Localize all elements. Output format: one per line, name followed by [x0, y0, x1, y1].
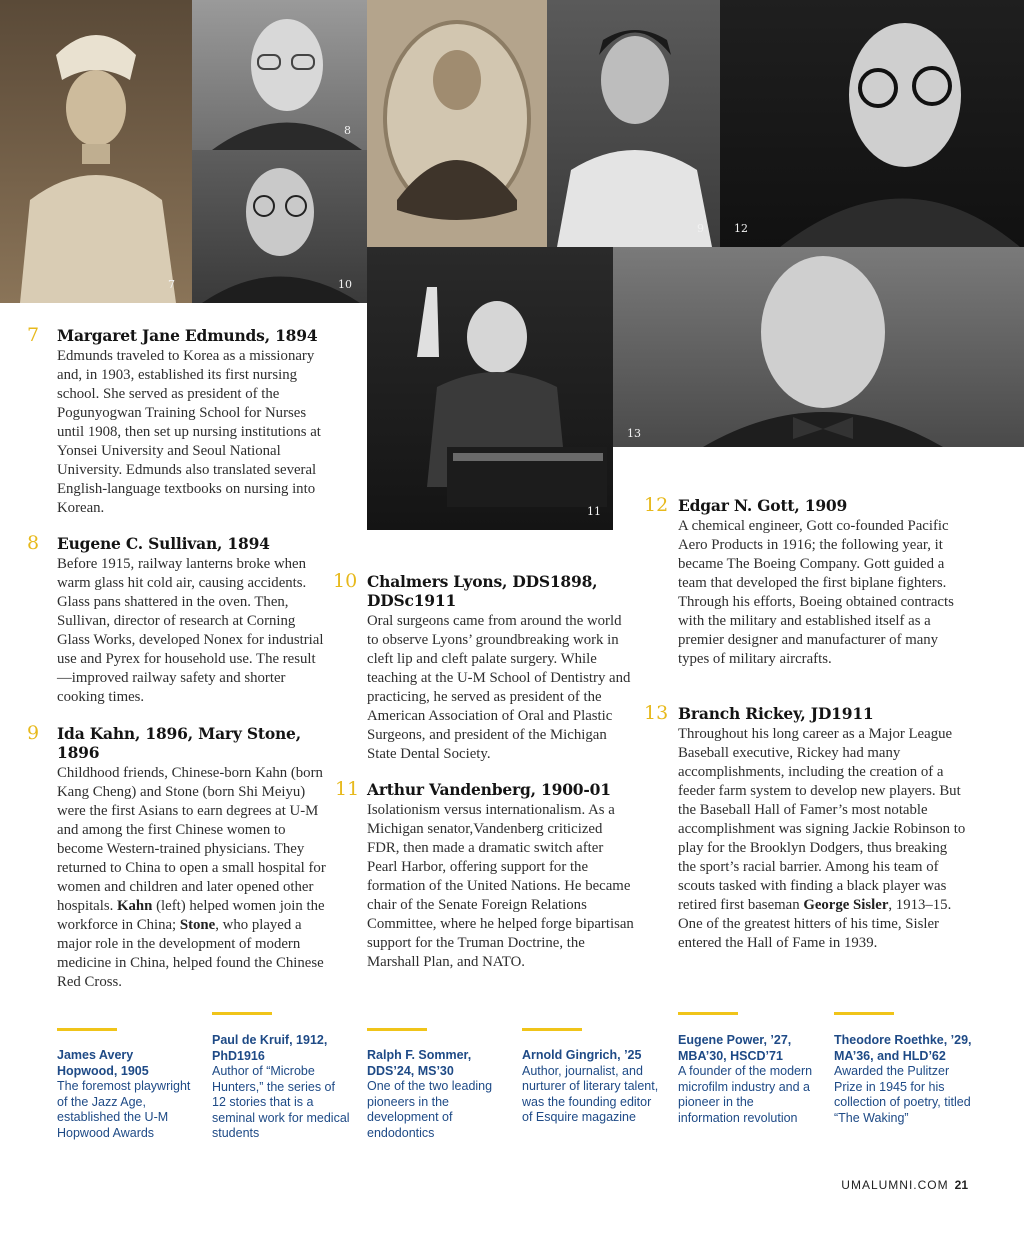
photo-number: 13: [627, 427, 641, 440]
accent-bar: [367, 1028, 427, 1031]
photo-number: 8: [344, 124, 351, 137]
entry-title: Ida Kahn, 1896, Mary Stone, 1896: [57, 724, 301, 762]
photo-number: 10: [338, 278, 352, 291]
site-url[interactable]: UMALUMNI.COM: [841, 1178, 949, 1192]
accent-bar: [834, 1012, 894, 1015]
footer-item-gingrich: [522, 1048, 662, 1126]
page-footer: [841, 1178, 968, 1192]
entry-title: Arthur Vandenberg, 1900-01: [367, 780, 611, 799]
entry-number: 12: [644, 494, 669, 516]
entry-margaret-edmunds: [27, 324, 327, 518]
footer-item-name: Paul de Kruif, 1912, PhD1916: [212, 1033, 328, 1063]
footer-item-desc: Author, journalist, and nurturer of literary talent, was the founding editor of Esquire magazine: [522, 1063, 659, 1124]
footer-item-name: Theodore Roethke, ’29, MA’36, and HLD’62: [834, 1033, 972, 1063]
nurse-portrait: [0, 0, 192, 303]
entry-arthur-vandenberg: [335, 778, 637, 972]
accent-bar: [57, 1028, 117, 1031]
footer-item-desc: A founder of the modern microfilm industry and a pioneer in the information revolution: [678, 1064, 813, 1125]
photo-margaret-edmunds: [0, 0, 192, 303]
entry-chalmers-lyons: [333, 570, 635, 764]
entry-ida-kahn-mary-stone: [27, 722, 329, 992]
footer-item-roethke: [834, 1033, 974, 1126]
bold-name: Stone: [179, 917, 216, 933]
footer-item-name: Eugene Power, ’27, MBA’30, HSCD’71: [678, 1033, 792, 1063]
photo-number: 9: [697, 222, 704, 235]
body-text: , who played a major role in the development of modern medicine in China, helped found the Chinese Red Cross.: [57, 917, 324, 990]
stone-portrait: [547, 0, 720, 247]
accent-bar: [678, 1012, 738, 1015]
footer-item-name: Ralph F. Sommer, DDS’24, MS’30: [367, 1048, 472, 1078]
entry-number: 9: [27, 722, 40, 744]
entry-branch-rickey: [644, 702, 968, 953]
photo-edgar-gott: [720, 0, 1024, 247]
kahn-portrait: [367, 0, 547, 247]
footer-item-de-kruif: [212, 1033, 352, 1142]
entry-title: Margaret Jane Edmunds, 1894: [57, 326, 318, 345]
footer-item-name: Arnold Gingrich, ’25: [522, 1048, 642, 1062]
footer-item-desc: The foremost playwright of the Jazz Age, established the U-M Hopwood Awards: [57, 1079, 191, 1140]
entry-title: Edgar N. Gott, 1909: [678, 496, 848, 515]
entry-body: Isolationism versus internationalism. As a Michigan senator,Vandenberg criticized FDR, then made a dramatic switch after Pearl Harbor, offering support for the formation of the United Nations. He became chair of the Senate Foreign Relations Committee, where he helped forge bipartisan support for the Truman Doctrine, the Marshall Plan, and NATO.: [367, 802, 634, 970]
entry-number: 10: [333, 570, 358, 592]
entry-number: 13: [644, 702, 669, 724]
entry-number: 8: [27, 532, 40, 554]
entry-body: Before 1915, railway lanterns broke when warm glass hit cold air, causing accidents. Glass pans shattered in the oven. Then, Sullivan, director of research at Corning Glass Works, developed Nonex for industrial use and Pyrex for household use. The result—improved railway safety and shorter cooking times.: [57, 556, 324, 705]
entry-number: 7: [27, 324, 40, 346]
photo-eugene-sullivan: [192, 0, 367, 150]
page-number: 21: [954, 1178, 968, 1192]
footer-item-desc: Author of “Microbe Hunters,” the series of 12 stories that is a seminal work for medical students: [212, 1064, 350, 1140]
vandenberg-photo: [367, 247, 613, 530]
photo-number: 11: [587, 505, 601, 518]
entry-number: 11: [335, 778, 360, 800]
footer-item-name: James Avery Hopwood, 1905: [57, 1048, 149, 1078]
entry-title: Branch Rickey, JD1911: [678, 704, 874, 723]
gott-portrait: [720, 0, 1024, 247]
photo-mary-stone: [547, 0, 720, 247]
rickey-portrait: [613, 247, 1024, 447]
entry-title: Eugene C. Sullivan, 1894: [57, 534, 270, 553]
body-text: (left) helped women join the workforce in China;: [57, 898, 325, 933]
entry-edgar-gott: [644, 494, 968, 669]
photo-branch-rickey: [613, 247, 1024, 447]
body-text: Throughout his long career as a Major League Baseball executive, Rickey had many accomplishments, including the creation of a feeder farm system to develop new players. But the Baseball Hall of Famer’s most notable accomplishment was signing Jackie Robinson to play for the Brooklyn Dodgers, thus breaking the sport’s racial barrier. Among his team of scouts tasked with finding a black player was retired first baseman: [678, 726, 966, 913]
footer-item-power: [678, 1033, 818, 1126]
sullivan-portrait: [192, 0, 367, 150]
accent-bar: [522, 1028, 582, 1031]
footer-item-desc: One of the two leading pioneers in the development of endodontics: [367, 1079, 493, 1140]
entry-title: Chalmers Lyons, DDS1898, DDSc1911: [367, 572, 598, 610]
body-text: Childhood friends, Chinese-born Kahn (born Kang Cheng) and Stone (born Shi Meiyu) were the first Asians to earn degrees at U-M and among the first Chinese women to become Western-trained physicians. They returned to China to open a small hospital for women and children and later opened other hospitals.: [57, 765, 326, 914]
entry-body: A chemical engineer, Gott co-founded Pacific Aero Products in 1916; the following year, it became The Boeing Company. Gott guided a team that developed the first biplane fighters. Through his efforts, Boeing obtained contracts with the military and established itself as a premier designer and manufacturer of many types of military aircrafts.: [678, 518, 954, 667]
entry-body: Edmunds traveled to Korea as a missionary and, in 1903, established its first nursing school. She served as president of the Pogunyogwan Training School for Nurses until 1908, then set up nursing institutions at Yonsei University and Seoul National University. Edmunds also translated several English-language textbooks on nursing into Korean.: [57, 348, 321, 516]
entry-body: [57, 764, 329, 992]
bold-name: George Sisler: [803, 897, 889, 913]
bold-name: Kahn: [117, 898, 153, 914]
photo-arthur-vandenberg: [367, 247, 613, 530]
body-text: , 1913–15. One of the greatest hitters of his time, Sisler entered the Hall of Fame in 1939.: [678, 897, 952, 951]
footer-item-sommer: [367, 1048, 507, 1141]
accent-bar: [212, 1012, 272, 1015]
photo-number: 12: [734, 222, 748, 235]
entry-body: [678, 725, 968, 953]
photo-number: 7: [168, 278, 175, 291]
photo-chalmers-lyons: [192, 150, 367, 303]
footer-item-desc: Awarded the Pulitzer Prize in 1945 for his collection of poetry, titled “The Waking”: [834, 1064, 971, 1125]
footer-item-hopwood: [57, 1048, 197, 1141]
entry-body: Oral surgeons came from around the world to observe Lyons’ groundbreaking work in cleft lip and cleft palate surgery. While teaching at the U-M School of Dentistry and practicing, he served as president of the American Association of Oral and Plastic Surgeons, and president of the Michigan State Dental Society.: [367, 613, 631, 762]
entry-eugene-sullivan: [27, 532, 327, 707]
photo-ida-kahn: [367, 0, 547, 247]
